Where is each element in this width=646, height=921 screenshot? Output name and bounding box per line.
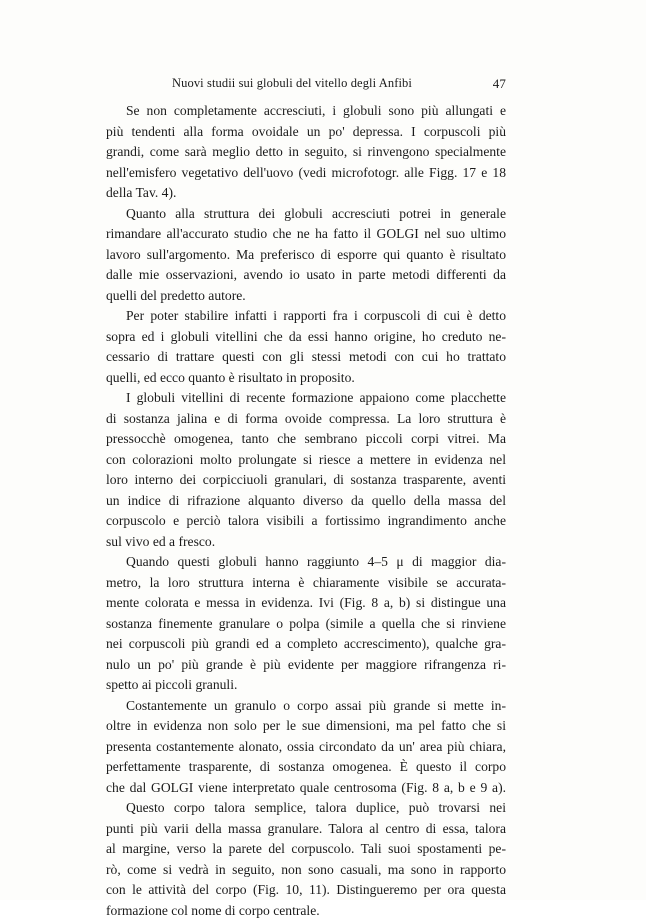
- text-line: grandi, come sarà meglio detto in seguito, si rinvengono specialmente: [106, 142, 506, 163]
- text-line: Per poter stabilire infatti i rapporti fra i corpuscoli di cui è detto: [106, 306, 506, 327]
- paragraph-7: [106, 798, 506, 921]
- text-line: lavoro sull'argomento. Ma preferisco di esporre qui quanto è risultato: [106, 245, 506, 266]
- text-line: metro, la loro struttura interna è chiaramente visibile se accurata-: [106, 573, 506, 594]
- text-line: Quando questi globuli hanno raggiunto 4–5 μ di maggior dia-: [106, 552, 506, 573]
- text-line: nell'emisfero vegetativo dell'uovo (vedi microfotogr. alle Figg. 17 e 18: [106, 163, 506, 184]
- text-line: quelli, ed ecco quanto è risultato in proposito.: [106, 368, 506, 389]
- text-line: al margine, verso la parete del corpuscolo. Tali suoi spostamenti pe-: [106, 839, 506, 860]
- paragraph-3: [106, 306, 506, 388]
- text-line: Questo corpo talora semplice, talora duplice, può trovarsi nei: [106, 798, 506, 819]
- page-number: 47: [493, 76, 506, 92]
- text-line: punti più varii della massa granulare. Talora al centro di essa, talora: [106, 819, 506, 840]
- text-line: presenta costantemente alonato, ossia circondato da un' area più chiara,: [106, 737, 506, 758]
- text-line: mente colorata e messa in evidenza. Ivi (Fig. 8 a, b) si distingue una: [106, 593, 506, 614]
- text-line: un indice di rifrazione alquanto diverso da quello della massa del: [106, 491, 506, 512]
- text-line: formazione col nome di corpo centrale.: [106, 901, 506, 921]
- text-line: corpuscolo e perciò talora visibili a fortissimo ingrandimento anche: [106, 511, 506, 532]
- text-line: quelli del predetto autore.: [106, 286, 506, 307]
- running-title: Nuovi studii sui globuli del vitello degli Anfibi: [172, 76, 412, 91]
- page-header: [106, 76, 506, 96]
- paragraph-5: [106, 552, 506, 696]
- text-line: loro interno dei corpicciuoli granulari, di sostanza trasparente, aventi: [106, 470, 506, 491]
- text-line: Costantemente un granulo o corpo assai più grande si mette in-: [106, 696, 506, 717]
- text-line: della Tav. 4).: [106, 183, 506, 204]
- text-line: Se non completamente accresciuti, i globuli sono più allungati e: [106, 101, 506, 122]
- text-line: più tendenti alla forma ovoidale un po' depressa. I corpuscoli più: [106, 122, 506, 143]
- text-line: con le attività del corpo (Fig. 10, 11). Distingueremo per ora questa: [106, 880, 506, 901]
- body-text: [106, 101, 506, 921]
- text-line: cessario di trattare questi con gli stessi metodi con cui ho trattato: [106, 347, 506, 368]
- text-line: I globuli vitellini di recente formazione appaiono come placchette: [106, 388, 506, 409]
- text-line: sopra ed i globuli vitellini che da essi hanno origine, ho creduto ne-: [106, 327, 506, 348]
- text-line: sostanza finemente granulare o polpa (simile a quella che si rinviene: [106, 614, 506, 635]
- text-line: Quanto alla struttura dei globuli accresciuti potrei in generale: [106, 204, 506, 225]
- text-line: rimandare all'accurato studio che ne ha fatto il GOLGI nel suo ultimo: [106, 224, 506, 245]
- paragraph-6: [106, 696, 506, 799]
- paragraph-4: [106, 388, 506, 552]
- text-line: rò, come si vedrà in seguito, non sono casuali, ma sono in rapporto: [106, 860, 506, 881]
- text-line: nei corpuscoli più grandi ed a completo accrescimento), qualche gra-: [106, 634, 506, 655]
- paragraph-2: [106, 204, 506, 307]
- text-line: pressocchè omogenea, tanto che sembrano piccoli corpi vitrei. Ma: [106, 429, 506, 450]
- text-line: di sostanza jalina e di forma ovoide compressa. La loro struttura è: [106, 409, 506, 430]
- text-line: sul vivo ed a fresco.: [106, 532, 506, 553]
- paragraph-1: [106, 101, 506, 204]
- text-line: con colorazioni molto prolungate si riesce a mettere in evidenza nel: [106, 450, 506, 471]
- text-line: spetto ai piccoli granuli.: [106, 675, 506, 696]
- text-line: oltre in evidenza non solo per le sue dimensioni, ma pel fatto che si: [106, 716, 506, 737]
- text-line: che dal GOLGI viene interpretato quale centrosoma (Fig. 8 a, b e 9 a).: [106, 778, 506, 799]
- text-line: nulo un po' più grande è più evidente per maggiore rifrangenza ri-: [106, 655, 506, 676]
- text-line: dalle mie osservazioni, avendo io usato in parte metodi differenti da: [106, 265, 506, 286]
- text-line: perfettamente trasparente, di sostanza omogenea. È questo il corpo: [106, 757, 506, 778]
